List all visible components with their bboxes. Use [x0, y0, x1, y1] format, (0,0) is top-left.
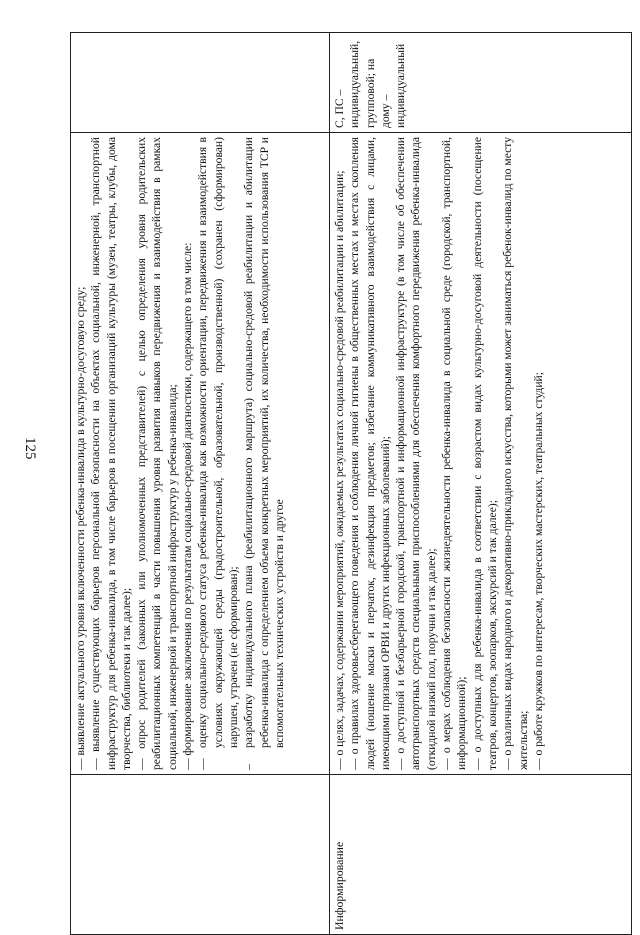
document-table-frame: [70, 32, 632, 935]
row-content-cell: [330, 133, 632, 775]
list-item: — о доступных для ребенка-инвалида в соответствии с возрастом видах культурно-досуговой деятельности (посещение театров, концертов, зоопарков, экскурсий и так далее);: [470, 137, 499, 770]
sub-list-item: — оценку социально-средового статуса ребенка-инвалида как возможности ориентации, передвижения и взаимодействия в условиях окружающей среды (градостроительной, образовательной, производственной) (сохранен (сформирован) нарушен, утрачен (не сформирован);: [196, 137, 240, 770]
list-item: — о правилах здоровьесберегающего поведения и соблюдения личной гигиены в общественных местах и местах скопления людей (ношение маски и перчаток, дезинфекция предметов; избегание коммуникативного взаимодействия с лицами, имеющими признаки ОРВИ и других инфекционных заболеваний);: [348, 137, 392, 770]
list-item: — о доступной и безбарьерной городской, транспортной и информационной инфраструктуре (в том числе об обеспечении автотранспортных средств специальными приспособлениями для обеспечения комфортного передвижения ребенка-инвалида (откидной низкий пол, поручни и так далее);: [394, 137, 438, 770]
page-number: 125: [22, 437, 38, 460]
list-item: — о различных видах народного и декоративно-прикладного искусства, которыми может заниматься ребенок-инвалид по месту жительства;: [501, 137, 530, 770]
sub-list-item: – разработку индивидуального плана (реабилитационного маршрута) социально-средовой реабилитации и абилитации ребенка-инвалида с определением объема конкретных мероприятий, их количества, необходимости использования ТСР и вспомогательных технических устройств и другое: [242, 137, 286, 770]
table-row: [71, 33, 330, 935]
row-form-cell: [71, 33, 330, 133]
list-item: — о мерах соблюдения безопасности жизнедеятельности ребенка-инвалида в социальной среде (городской, транспортной, информационной);: [440, 137, 469, 770]
list-item: — выявление существующих барьеров персональной безопасности на объектах социальной, инженерной, транспортной инфраструктур для ребенка-инвалида, в том числе барьеров в посещении организаций культуры (музеи, театры, клубы, дома творчества, библиотеки и так далее);: [89, 137, 133, 770]
list-item: — опрос родителей (законных или уполномоченных представителей) с целью определения уровня родительских реабилитационных компетенций в части повышения уровня развития навыков передвижения и взаимодействия в рамках социальной, инженерной и транспортной инфраструктур у ребенка-инвалида;: [135, 137, 179, 770]
list-item: — о работе кружков по интересам, творческих мастерских, театральных студий;: [531, 372, 545, 770]
list-item: — о целях, задачах, содержании мероприятий, ожидаемых результатах социально-средовой реабилитации и абилитации;: [333, 170, 346, 770]
list-item: — выявление актуального уровня включенности ребенка-инвалида в культурно-досуговую среду;: [74, 286, 87, 770]
row-form-cell: С, ПС – индивидуальный, групповой; на дому – индивидуальный: [330, 33, 632, 133]
row-label-cell: [71, 775, 330, 935]
list-item: — формирование заключения по результатам социально-средовой диагностики, содержащего в том числе:: [181, 242, 195, 770]
services-table: [70, 32, 632, 935]
row-content-cell: [71, 133, 330, 775]
row-label-cell: Информирование: [330, 775, 632, 935]
table-row: [330, 33, 632, 935]
